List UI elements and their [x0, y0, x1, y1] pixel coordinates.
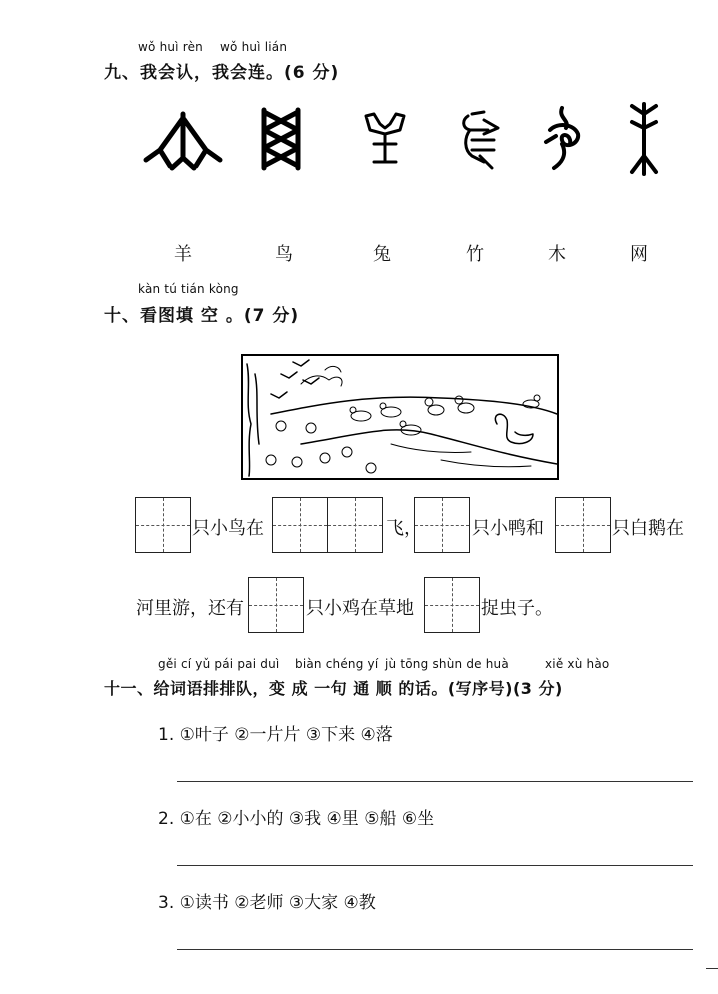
answer-line-2[interactable] — [177, 865, 693, 866]
pinyin-wo-hui-lian: wǒ huì lián — [220, 40, 288, 54]
char-niao: 鸟 — [275, 244, 293, 265]
answer-box-birds[interactable] — [135, 497, 191, 553]
answer-box-grass-action[interactable] — [424, 577, 480, 633]
item-1: 1. ①叶子 ②一片片 ③下来 ④落 — [158, 725, 393, 745]
text-he-li-you: 河里游，还有 — [136, 598, 244, 619]
section-9-title: 九、我会认，我会连。(6 分) — [104, 63, 340, 83]
char-tu: 兔 — [373, 244, 391, 265]
bamboo-oracle-glyph — [626, 100, 662, 178]
answer-box-ducks[interactable] — [414, 497, 470, 553]
text-zhi-xiao-ya-he: 只小鸭和 — [472, 518, 544, 539]
answer-box-chicks[interactable] — [248, 577, 304, 633]
char-mu: 木 — [548, 244, 566, 265]
section-10-title: 十、看图填 空 。(7 分) — [104, 306, 300, 326]
text-zhuo-chong-zi: 捉虫子。 — [481, 598, 553, 619]
text-zhi-bai-e-zai: 只白鹅在 — [612, 518, 684, 539]
answer-line-3[interactable] — [177, 949, 693, 950]
text-fei: 飞， — [386, 518, 422, 539]
char-zhu: 竹 — [466, 244, 484, 265]
rabbit-oracle-glyph — [540, 104, 586, 172]
pinyin-wo-hui-ren: wǒ huì rèn — [138, 40, 203, 54]
text-zhi-xiao-ji: 只小鸡在草地 — [306, 598, 414, 619]
scene-illustration — [241, 354, 559, 480]
section-11-title: 十一、给词语排排队，变 成 一句 通 顺 的话。(写序号)(3 分) — [104, 679, 563, 698]
net-oracle-glyph — [258, 106, 304, 172]
pinyin-ju-tong-shun: jù tōng shùn de huà — [385, 657, 509, 671]
answer-box-place-1[interactable] — [272, 497, 328, 553]
item-2: 2. ①在 ②小小的 ③我 ④里 ⑤船 ⑥坐 — [158, 809, 435, 829]
pinyin-kan-tu-tian-kong: kàn tú tián kòng — [138, 282, 239, 296]
pinyin-bian-cheng-yi: biàn chéng yí — [295, 657, 379, 671]
pinyin-gei-ci-yu: gěi cí yǔ pái pai duì — [158, 657, 280, 671]
char-yang: 羊 — [174, 244, 192, 265]
answer-box-place-2[interactable] — [327, 497, 383, 553]
bird-oracle-glyph — [454, 106, 502, 172]
item-3: 3. ①读书 ②老师 ③大家 ④教 — [158, 893, 376, 913]
answer-line-1[interactable] — [177, 781, 693, 782]
text-zhi-xiao-niao-zai: 只小鸟在 — [192, 518, 264, 539]
char-wang: 网 — [630, 244, 648, 265]
tree-oracle-glyph — [140, 108, 226, 176]
page-edge-mark — [706, 968, 718, 969]
sheep-oracle-glyph — [362, 110, 408, 170]
answer-box-geese[interactable] — [555, 497, 611, 553]
pinyin-xie-xu-hao: xiě xù hào — [545, 657, 610, 671]
